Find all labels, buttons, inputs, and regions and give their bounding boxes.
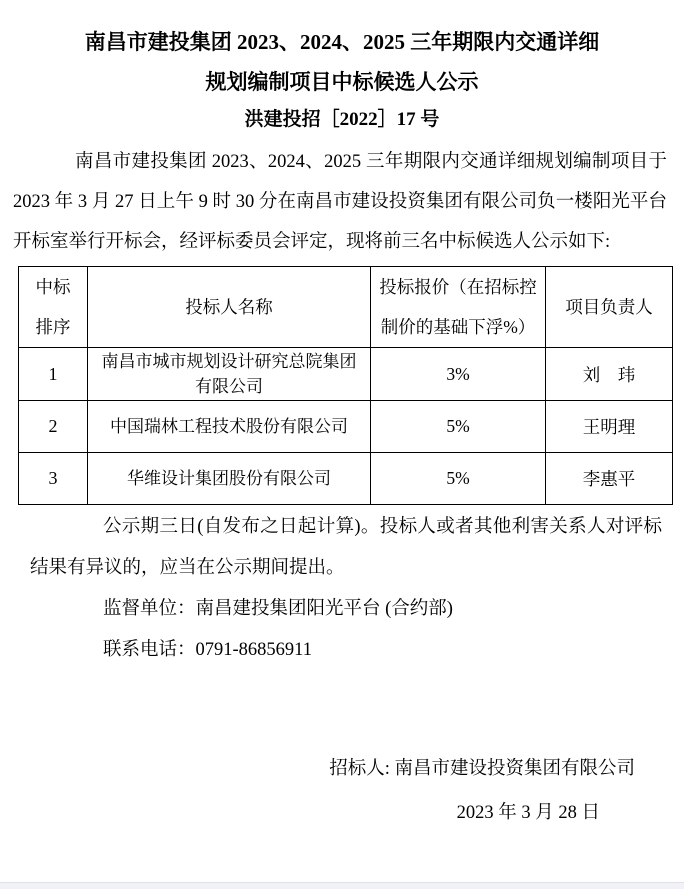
page-title-line-1: 南昌市建投集团 2023、2024、2025 三年期限内交通详细 [84, 30, 600, 54]
table-row [19, 401, 673, 453]
price-cell: 5% [371, 401, 546, 453]
header-manager-line-1: 项目负责人 [565, 297, 653, 317]
table-row [19, 453, 673, 505]
manager-cell: 王明理 [546, 401, 673, 453]
manager-cell: 李惠平 [546, 453, 673, 505]
header-manager [546, 267, 673, 348]
rank-cell: 2 [19, 401, 88, 453]
bidder-cell [88, 453, 371, 505]
bid-candidates-table [18, 266, 673, 505]
page-title [20, 22, 664, 102]
header-price-line-2: 制价的基础下浮%） [380, 317, 536, 337]
rank-cell: 1 [19, 348, 88, 401]
manager-cell: 刘 玮 [546, 348, 673, 401]
bidder-cell [88, 348, 371, 401]
bidder-cell [88, 401, 371, 453]
header-bidder-line-1: 投标人名称 [185, 297, 273, 317]
bidder-name-line-2: 有限公司 [195, 377, 263, 396]
header-rank [19, 267, 88, 348]
bidder-name-line-1: 南昌市城市规划设计研究总院集团 [101, 352, 357, 371]
notice-paragraph: 公示期三日(自发布之日起计算)。投标人或者其他利害关系人对评标结果有异议的，应当在公示期间提出。 [30, 517, 662, 578]
table-row [19, 348, 673, 401]
doc-number: 洪建投招［2022］17 号 [244, 109, 440, 130]
price-cell: 5% [371, 453, 546, 505]
table-header-row [19, 267, 673, 348]
tenderer-line: 招标人: 南昌市建设投资集团有限公司 [329, 759, 635, 779]
price-cell: 3% [371, 348, 546, 401]
document-page [0, 22, 684, 889]
intro-paragraph: 南昌市建投集团 2023、2024、2025 三年期限内交通详细规划编制项目于 2023 年 3 月 27 日上午 9 时 30 分在南昌市建设投资集团有限公司负一楼阳光平台开标室举行开标会，经评标委员会评定，现将前三名中标候选人公示如下: [13, 152, 667, 252]
page-title-line-2: 规划编制项目中标候选人公示 [205, 70, 479, 94]
bottom-scrollbar[interactable] [0, 882, 684, 889]
bidder-name-line-1: 华维设计集团股份有限公司 [127, 469, 331, 488]
supervisor-line: 监督单位：南昌建投集团阳光平台 (合约部) [103, 599, 453, 619]
bidder-name-line-1: 中国瑞林工程技术股份有限公司 [110, 417, 348, 436]
header-price [371, 267, 546, 348]
date-line: 2023 年 3 月 28 日 [456, 803, 600, 823]
header-price-line-1: 投标报价（在招标控 [379, 277, 537, 297]
phone-line: 联系电话：0791-86856911 [103, 640, 312, 660]
header-bidder [88, 267, 371, 348]
header-rank-line-2: 排序 [35, 317, 71, 337]
header-rank-line-1: 中标 [35, 277, 71, 297]
rank-cell: 3 [19, 453, 88, 505]
